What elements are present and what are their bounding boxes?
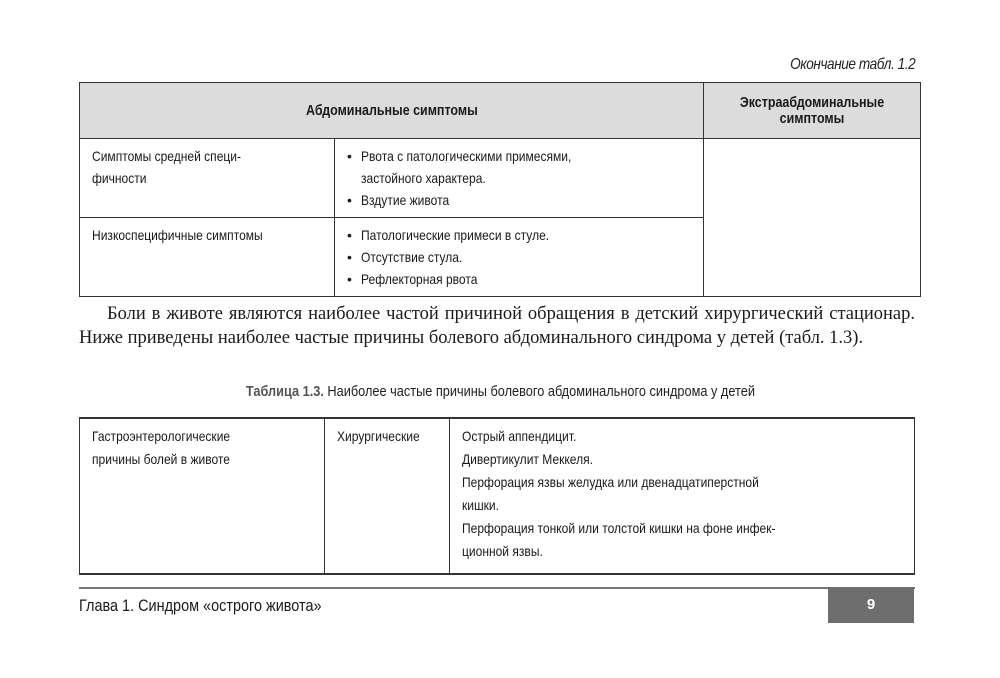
extraabdominal-cell (704, 139, 921, 297)
list-item: • Патологические примеси в стуле. (347, 224, 691, 246)
caption-label: Таблица 1.3. (245, 383, 324, 400)
cause-list (450, 418, 915, 574)
list-item: • Вздутие живота (347, 189, 691, 211)
table-continuation-label: Окончание табл. 1.2 (789, 56, 915, 73)
list-item: Перфорация тонкой или толстой кишки на фоне инфек- ционной язвы. (462, 520, 776, 559)
cause-group: Гастроэнтерологические причины болей в животе (80, 418, 325, 574)
header-extraabdominal: Экстраабдоминальные симптомы (704, 83, 921, 139)
row-category: Симптомы средней специ- фичности (80, 139, 335, 218)
table-row (80, 418, 915, 574)
table-1-3-caption (0, 383, 1000, 400)
list-item: • Рефлекторная рвота (347, 268, 691, 290)
table-1-2 (79, 82, 921, 297)
table-1-3 (79, 417, 915, 575)
table-header-row (80, 83, 921, 139)
row-items (335, 139, 704, 218)
row-category: Низкоспецифичные симптомы (80, 218, 335, 297)
row-items (335, 218, 704, 297)
list-item: Перфорация язвы желудка или двенадцатиперстной кишки. (462, 474, 759, 513)
list-item: Дивертикулит Меккеля. (462, 451, 594, 467)
running-footer-chapter: Глава 1. Синдром «острого живота» (79, 596, 322, 615)
body-paragraph: Боли в животе являются наиболее частой причиной обращения в детский хирургический стационар. Ниже приведены наиболее частые причины болевого абдоминального синдрома у детей (табл. 1.3). (79, 304, 915, 348)
caption-title: Наиболее частые причины болевого абдоминального синдрома у детей (326, 383, 755, 400)
list-item: • Отсутствие стула. (347, 246, 691, 268)
list-item: • Рвота с патологическими примесями, застойного характера. (347, 145, 691, 189)
cause-type: Хирургические (325, 418, 450, 574)
header-abdominal: Абдоминальные симптомы (80, 83, 704, 139)
footer-divider (79, 587, 915, 589)
table-row (80, 139, 921, 218)
page-number: 9 (828, 587, 914, 623)
list-item: Острый аппендицит. (462, 428, 577, 444)
